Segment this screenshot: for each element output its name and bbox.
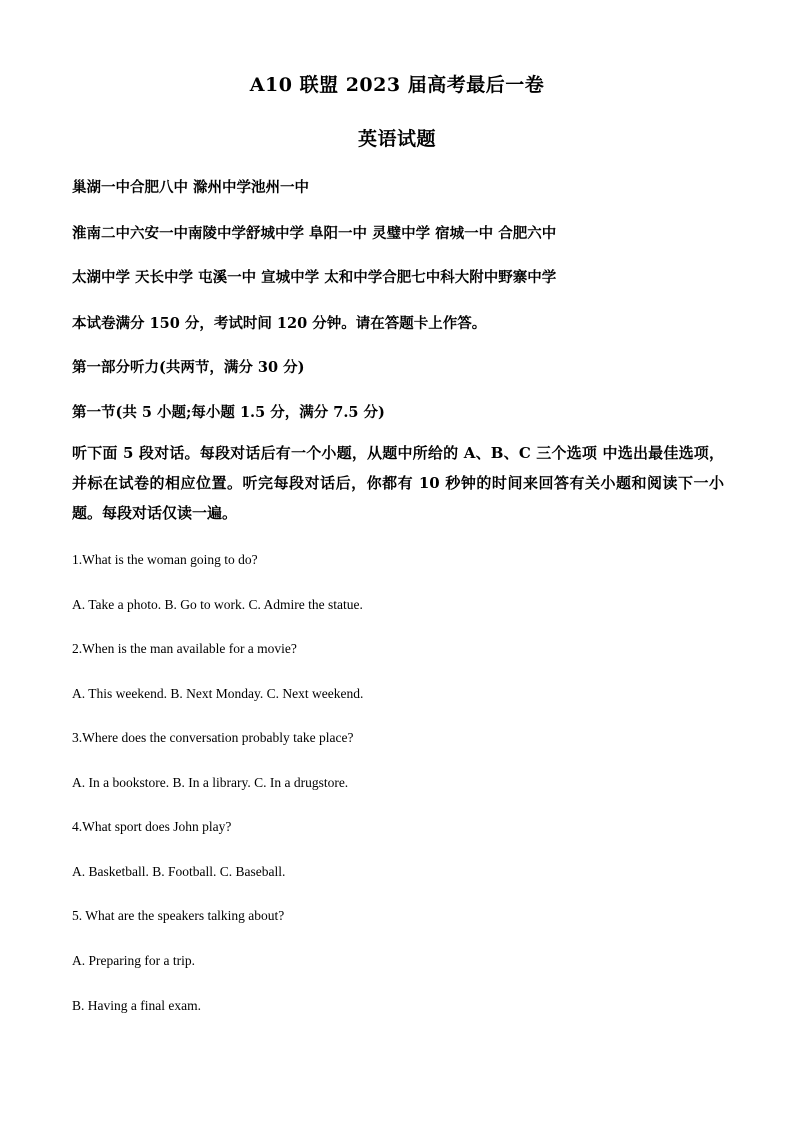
question-4-stem: 4.What sport does John play? [72,819,232,834]
school-list-line-1: 巢湖一中合肥八中 滁州中学池州一中 [72,179,310,196]
question-2-options: A. This weekend. B. Next Monday. C. Next weekend. [72,686,364,701]
exam-subtitle: 英语试题 [357,128,436,150]
question-1-stem: 1.What is the woman going to do? [72,552,258,567]
question-3-options: A. In a bookstore. B. In a library. C. In a drugstore. [72,775,349,790]
school-list-line-2: 淮南二中六安一中南陵中学舒城中学 阜阳一中 灵璧中学 宿城一中 合肥六中 [72,225,557,242]
question-5-option-a: A. Preparing for a trip. [72,953,195,968]
section1-heading: 第一节(共 5 小题;每小题 1.5 分，满分 7.5 分) [72,404,385,421]
question-5-stem: 5. What are the speakers talking about? [72,908,285,923]
listening-instructions: 听下面 5 段对话。每段对话后有一个小题，从题中所给的 A、B、C 三个选项 中选出最佳选项，并标在试卷的相应位置。听完每段对话后，你都有 10 秒钟的时间来回答有关小题和阅读下一小题。每段对话仅读一遍。 [72,444,724,522]
exam-title: A10 联盟 2023 届高考最后一卷 [249,74,545,96]
part1-heading: 第一部分听力(共两节，满分 30 分) [72,359,305,376]
question-1-options: A. Take a photo. B. Go to work. C. Admire the statue. [72,597,363,612]
exam-info: 本试卷满分 150 分，考试时间 120 分钟。请在答题卡上作答。 [72,315,487,332]
school-list-line-3: 太湖中学 天长中学 屯溪一中 宣城中学 太和中学合肥七中科大附中野寨中学 [72,269,557,286]
question-2-stem: 2.When is the man available for a movie? [72,641,297,656]
question-4-options: A. Basketball. B. Football. C. Baseball. [72,864,286,879]
question-3-stem: 3.Where does the conversation probably take place? [72,730,354,745]
question-5-option-b: B. Having a final exam. [72,998,201,1013]
